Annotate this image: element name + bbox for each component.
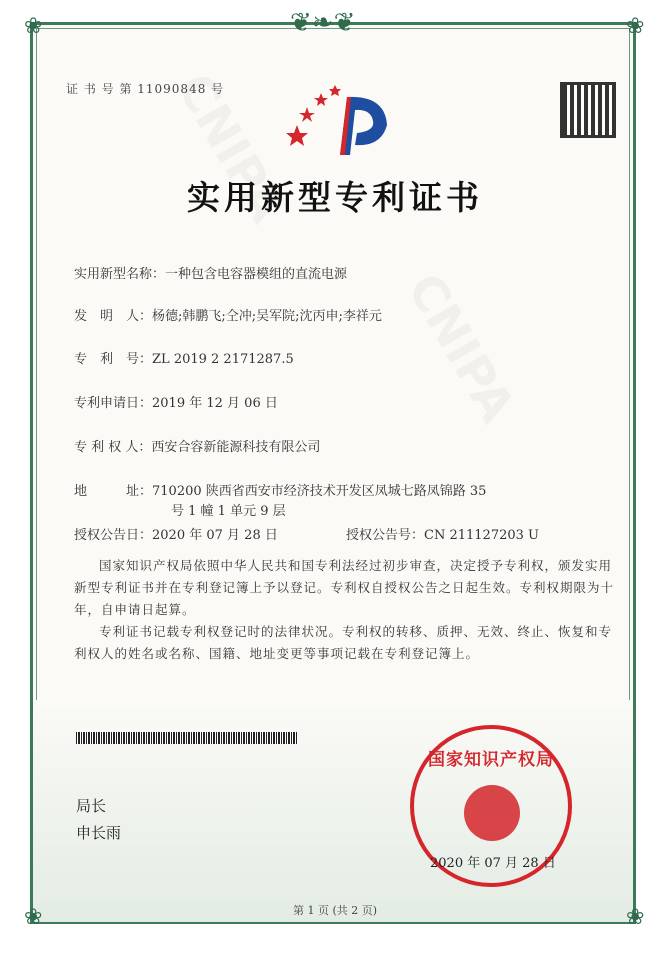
field-label: 地 址： [74, 484, 153, 499]
cnipa-logo-icon [285, 85, 395, 160]
address-line-2: 号 1 幢 1 单元 9 层 [171, 504, 286, 519]
signatory-name: 申长雨 [76, 824, 122, 842]
grant-date-row [74, 524, 278, 543]
field-label: 授权公告号： [346, 528, 425, 543]
field-label: 专 利 号： [74, 352, 153, 367]
utility-model-name: 一种包含电容器模组的直流电源 [165, 267, 348, 282]
certificate-title: 实用新型专利证书 [187, 178, 483, 217]
grant-date: 2020 年 07 月 28 日 [152, 528, 278, 543]
barcode [76, 732, 298, 744]
address-line-1: 710200 陕西省西安市经济技术开发区凤城七路凤锦路 35 [152, 484, 487, 499]
filing-date-row [74, 392, 278, 411]
certificate-paragraph: 国家知识产权局依照中华人民共和国专利法经过初步审查，决定授予专利权，颁发实用新型专利证书并在专利登记簿上予以登记。专利权自授权公告之日起生效。专利权期限为十年，自申请日起算。 [74, 558, 615, 617]
certificate-number: 证 书 号 第 11090848 号 [66, 82, 225, 96]
field-label: 专 利 权 人： [74, 440, 152, 455]
certificate-paragraph: 专利证书记载专利权登记时的法律状况。专利权的转移、质押、无效、终止、恢复和专利权人的姓名或名称、国籍、地址变更等事项记载在专利登记簿上。 [74, 624, 613, 661]
corner-ornament-icon: ❀ [24, 905, 43, 930]
national-emblem-icon [464, 785, 520, 841]
page-footer: 第 1 页 (共 2 页) [292, 904, 378, 917]
grant-number-row [346, 524, 539, 543]
address-row [74, 480, 486, 499]
qr-code [560, 82, 616, 138]
corner-ornament-icon: ❀ [626, 905, 645, 930]
inventors: 杨德;韩鹏飞;仝冲;吴军院;沈丙申;李祥元 [152, 309, 382, 324]
field-label: 专利申请日： [74, 396, 153, 411]
seal-text: 国家知识产权局 [428, 750, 554, 770]
grant-number: CN 211127203 U [424, 528, 539, 543]
patent-number: ZL 2019 2 2171287.5 [152, 352, 294, 367]
filing-date: 2019 年 12 月 06 日 [152, 396, 278, 411]
top-ornament-icon: ❦❧❦ [290, 8, 356, 38]
signatory-title: 局长 [76, 797, 107, 815]
field-label: 实用新型名称： [74, 267, 166, 282]
corner-ornament-icon: ❀ [24, 14, 43, 39]
patent-number-row [74, 348, 294, 367]
corner-ornament-icon: ❀ [626, 14, 645, 39]
seal-date: 2020 年 07 月 28 日 [430, 856, 556, 871]
inventor-row [74, 305, 382, 324]
field-label: 授权公告日： [74, 528, 153, 543]
patentee-row [74, 436, 320, 455]
utility-model-name-row [74, 263, 347, 282]
field-label: 发 明 人： [74, 309, 153, 324]
patentee: 西安合容新能源科技有限公司 [151, 440, 321, 455]
